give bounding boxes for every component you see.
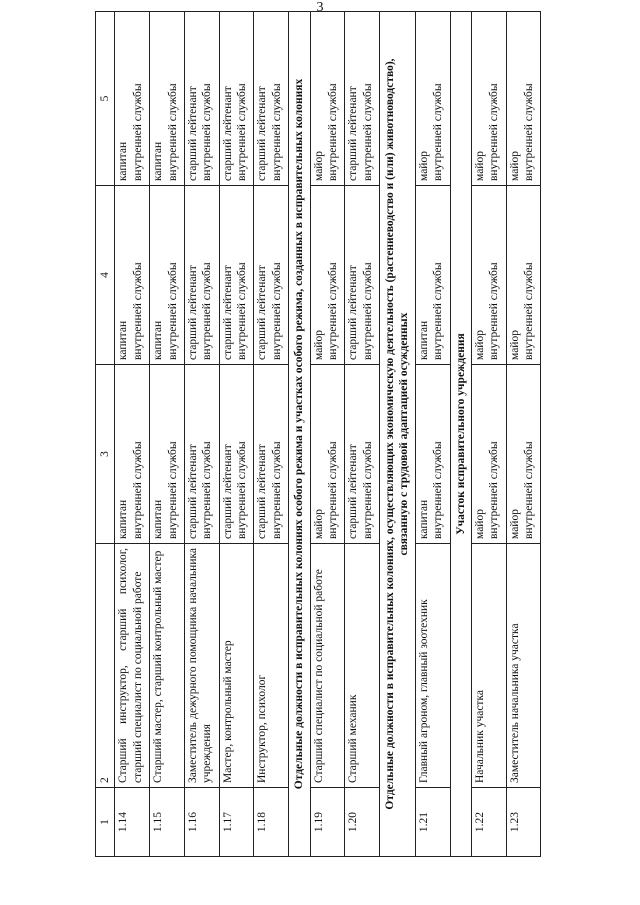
rank-line: старший лейтенант (221, 444, 234, 539)
rank-line: капитан (152, 499, 165, 539)
rank-line: внутренней службы (361, 441, 374, 539)
rank-line: капитан (117, 499, 130, 539)
section-heading: Отдельные должности в исправительных колониях особого режима и участках особого режима, созданных в исправительных колониях (289, 12, 310, 857)
rank-cell-c3 (150, 365, 185, 544)
table-row (471, 12, 506, 857)
rank-line: старший лейтенант (256, 444, 269, 539)
position-title: Мастер, контрольный мастер (219, 544, 254, 788)
rank-line: капитан (117, 320, 130, 360)
rank-cell-c3 (115, 365, 150, 544)
rank-line: внутренней службы (201, 262, 214, 360)
rank-line: внутренней службы (201, 441, 214, 539)
position-title: Заместитель дежурного помощника начальника учреждения (184, 544, 219, 788)
ranks-table (95, 11, 541, 857)
position-title: Начальник участка (471, 544, 506, 788)
header-col-5: 5 (96, 12, 115, 186)
rank-line: капитан (117, 141, 130, 181)
row-number: 1.16 (184, 788, 219, 857)
section-heading: Отдельные должности в исправительных колониях, осуществляющих экономическую деятельность (растениеводство и (или) животноводство), связанную с трудовой адаптацией осужденных (380, 12, 416, 857)
rank-cell-c5 (345, 12, 380, 186)
rank-line: майор (473, 509, 486, 539)
rank-line: майор (312, 151, 325, 181)
rank-cell-c3 (184, 365, 219, 544)
rank-line: старший лейтенант (347, 86, 360, 181)
table-row (115, 12, 150, 857)
rotated-table-sheet (95, 57, 575, 857)
table-row (150, 12, 185, 857)
section-heading: Участок исправительного учреждения (450, 12, 471, 857)
row-number: 1.21 (415, 788, 450, 857)
position-title: Старший механик (345, 544, 380, 788)
rank-cell-c5 (310, 12, 345, 186)
rank-line: майор (312, 330, 325, 360)
position-title: Главный агроном, главный зоотехник (415, 544, 450, 788)
rank-cell-c4 (254, 186, 289, 365)
section-heading-row (289, 12, 310, 857)
table-row (345, 12, 380, 857)
rank-line: капитан (152, 320, 165, 360)
rank-line: капитан (417, 320, 430, 360)
rank-line: внутренней службы (488, 441, 501, 539)
rank-cell-c5 (150, 12, 185, 186)
rank-cell-c5 (506, 12, 541, 186)
rank-cell-c5 (115, 12, 150, 186)
position-title: Инструктор, психолог (254, 544, 289, 788)
rank-line: старший лейтенант (256, 265, 269, 360)
rank-cell-c3 (415, 365, 450, 544)
rank-cell-c5 (219, 12, 254, 186)
rank-line: внутренней службы (236, 83, 248, 181)
rank-line: внутренней службы (361, 83, 374, 181)
rank-line: старший лейтенант (186, 265, 199, 360)
rank-cell-c4 (471, 186, 506, 365)
rank-line: майор (473, 151, 486, 181)
rank-line: внутренней службы (131, 441, 144, 539)
position-title: Старший инструктор, старший психолог, старший специалист по социальной работе (115, 544, 150, 788)
rank-line: старший лейтенант (221, 86, 234, 181)
rank-line: внутренней службы (326, 83, 339, 181)
rank-cell-c5 (471, 12, 506, 186)
rank-line: майор (508, 151, 521, 181)
header-col-3: 3 (96, 365, 115, 544)
header-row (96, 12, 115, 857)
row-number: 1.22 (471, 788, 506, 857)
rank-cell-c4 (506, 186, 541, 365)
rank-cell-c4 (345, 186, 380, 365)
rank-line: внутренней службы (131, 262, 144, 360)
rank-line: внутренней службы (523, 262, 535, 360)
rank-line: внутренней службы (131, 83, 144, 181)
table-row (184, 12, 219, 857)
row-number: 1.18 (254, 788, 289, 857)
row-number: 1.23 (506, 788, 541, 857)
rank-cell-c5 (184, 12, 219, 186)
rank-cell-c4 (184, 186, 219, 365)
rank-cell-c4 (115, 186, 150, 365)
header-col-1: 1 (96, 788, 115, 857)
row-number: 1.17 (219, 788, 254, 857)
rank-cell-c5 (254, 12, 289, 186)
rank-line: внутренней службы (236, 262, 248, 360)
row-number: 1.14 (115, 788, 150, 857)
table-row (254, 12, 289, 857)
rank-line: майор (508, 509, 521, 539)
position-title: Старший специалист по социальной работе (310, 544, 345, 788)
section-heading-row (380, 12, 416, 857)
rank-cell-c4 (310, 186, 345, 365)
rank-line: старший лейтенант (256, 86, 269, 181)
table-row (415, 12, 450, 857)
rank-line: внутренней службы (201, 83, 214, 181)
rank-cell-c4 (219, 186, 254, 365)
rank-line: старший лейтенант (186, 86, 199, 181)
rank-line: внутренней службы (361, 262, 374, 360)
rank-line: внутренней службы (432, 83, 445, 181)
position-title: Заместитель начальника участка (506, 544, 541, 788)
rank-line: майор (508, 330, 521, 360)
rank-line: старший лейтенант (347, 444, 360, 539)
rank-line: внутренней службы (326, 441, 339, 539)
rank-cell-c4 (415, 186, 450, 365)
rank-line: внутренней службы (236, 441, 248, 539)
rank-line: внутренней службы (270, 441, 283, 539)
section-heading-row (450, 12, 471, 857)
row-number: 1.20 (345, 788, 380, 857)
row-number: 1.19 (310, 788, 345, 857)
header-col-2: 2 (96, 544, 115, 788)
rank-line: внутренней службы (523, 83, 535, 181)
rank-line: внутренней службы (523, 441, 535, 539)
rank-line: внутренней службы (432, 441, 445, 539)
table-row (310, 12, 345, 857)
rank-line: внутренней службы (166, 262, 179, 360)
rank-line: майор (473, 330, 486, 360)
header-col-4: 4 (96, 186, 115, 365)
rank-line: внутренней службы (270, 83, 283, 181)
position-title: Старший мастер, старший контрольный мастер (150, 544, 185, 788)
rank-line: внутренней службы (166, 441, 179, 539)
rank-line: внутренней службы (166, 83, 179, 181)
rank-line: внутренней службы (488, 83, 501, 181)
rank-cell-c3 (345, 365, 380, 544)
rank-line: старший лейтенант (347, 265, 360, 360)
rank-line: старший лейтенант (186, 444, 199, 539)
row-number: 1.15 (150, 788, 185, 857)
rank-line: внутренней службы (488, 262, 501, 360)
rank-cell-c3 (254, 365, 289, 544)
rank-cell-c3 (506, 365, 541, 544)
rank-line: капитан (152, 141, 165, 181)
rank-cell-c4 (150, 186, 185, 365)
rank-line: старший лейтенант (221, 265, 234, 360)
table-row (506, 12, 541, 857)
rank-cell-c3 (471, 365, 506, 544)
rank-line: внутренней службы (432, 262, 445, 360)
rank-line: внутренней службы (326, 262, 339, 360)
rank-line: майор (417, 151, 430, 181)
table-body (115, 12, 541, 857)
rank-line: внутренней службы (270, 262, 283, 360)
rank-line: капитан (417, 499, 430, 539)
rank-line: майор (312, 509, 325, 539)
rank-cell-c3 (310, 365, 345, 544)
table-row (219, 12, 254, 857)
page-number: 3 (316, 0, 324, 15)
rank-cell-c3 (219, 365, 254, 544)
rank-cell-c5 (415, 12, 450, 186)
